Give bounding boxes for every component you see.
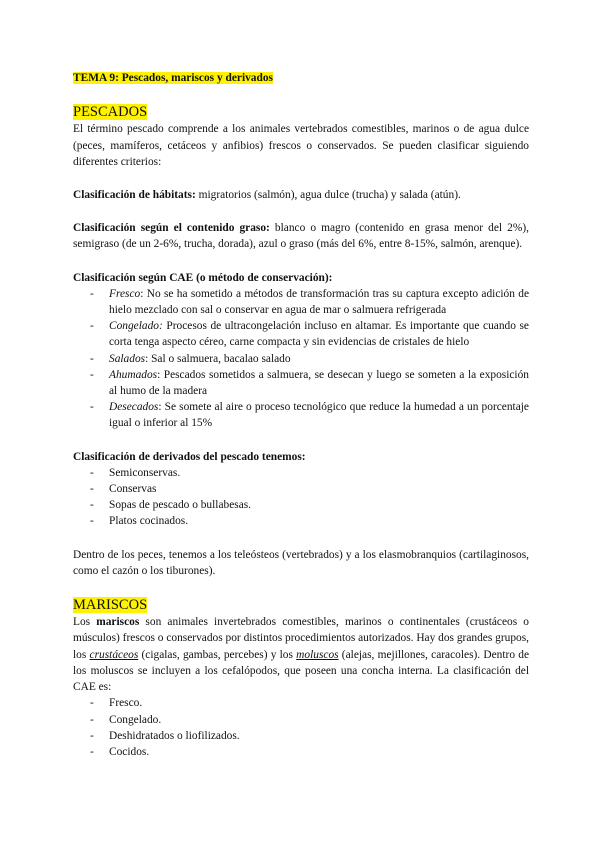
list-item-term: Desecados — [109, 401, 159, 414]
habitat-label: Clasificación de hábitats: — [73, 189, 196, 202]
list-item-term: Fresco — [109, 287, 141, 300]
list-item-sep: : — [158, 401, 165, 414]
list-item-term: Ahumados — [109, 368, 158, 381]
habitat-paragraph — [73, 187, 529, 203]
list-item-term: Salados — [109, 352, 146, 365]
list-item-term: Congelado: — [109, 320, 163, 333]
cae-label-text: Clasificación según CAE (o método de conservación): — [73, 271, 333, 284]
underlined-term: crustáceos — [89, 648, 139, 661]
list-item: - Semiconservas. — [73, 465, 529, 481]
page-title: TEMA 9: Pescados, mariscos y derivados — [73, 72, 273, 84]
cae-label — [73, 270, 529, 286]
list-item — [73, 318, 529, 350]
list-item-text: Sal o salmuera, bacalao salado — [151, 352, 291, 365]
text-run: (alejas, mejillones, caracoles). Dentro de los moluscos se incluyen a los cefalópodos, que poseen una concha interna. La clasificación del CAE es: — [73, 648, 529, 694]
bold-term: mariscos — [96, 616, 140, 629]
derivados-list — [73, 465, 529, 530]
list-item — [73, 399, 529, 431]
list-item: - Sopas de pescado o bullabesas. — [73, 497, 529, 513]
mariscos-paragraph — [73, 614, 529, 695]
list-item: - Deshidratados o liofilizados. — [73, 728, 529, 744]
pescados-heading: PESCADOS — [73, 104, 148, 121]
list-item — [73, 286, 529, 318]
list-item: - Platos cocinados. — [73, 513, 529, 529]
derivados-label — [73, 449, 529, 465]
list-item-text: Procesos de ultracongelación incluso en altamar. Es importante que cuando se corta tenga aspecto céreo, carne compacta y sin evidencias de cristales de hielo — [109, 320, 529, 349]
habitat-text: migratorios (salmón), agua dulce (trucha) y salada (atún). — [195, 189, 461, 202]
graso-text: blanco o magro (contenido en grasa menor del 2%), semigraso (de un 2-6%, trucha, dorada), azul o graso (más del 6%, entre 8-15%, salmón, arenque). — [73, 222, 529, 251]
pescados-intro: El término pescado comprende a los animales vertebrados comestibles, marinos o de agua dulce (peces, mamíferos, cetáceos y anfibios) frescos o conservados. Se pueden clasificar siguiendo diferentes criterios: — [73, 123, 529, 168]
graso-paragraph — [73, 220, 529, 252]
list-item-text: Pescados sometidos a salmuera, se desecan y luego se someten a la exposición al humo de la madera — [109, 368, 529, 398]
list-item-text: No se ha sometido a métodos de transformación tras su captura excepto adición de hielo mezclado con sal o conservar en agua de mar o salmuera refrigerada — [109, 287, 529, 317]
cae-list — [73, 286, 529, 432]
derivados-label-text: Clasificación de derivados del pescado tenemos: — [73, 450, 306, 463]
list-item: - Cocidos. — [73, 744, 529, 760]
mariscos-heading-line — [73, 596, 529, 614]
list-item: - Fresco. — [73, 695, 529, 711]
text-run: son animales invertebrados comestibles, marinos o continentales (crustáceos o músculos) frescos o conservados por distintos procedimientos autorizados. Hay dos grandes grupos, los — [73, 616, 530, 661]
pescados-heading-line — [73, 103, 529, 121]
peces-paragraph: Dentro de los peces, tenemos a los teleósteos (vertebrados) y a los elasmobranquios (cartilaginosos, como el cazón o los tiburones). — [73, 548, 529, 577]
graso-label: Clasificación según el contenido graso: — [73, 222, 270, 235]
text-run: (cigalas, gambas, percebes) y los — [138, 648, 297, 661]
list-item — [73, 351, 529, 367]
mariscos-list — [73, 695, 529, 760]
list-item: - Congelado. — [73, 712, 529, 728]
document-page — [73, 70, 529, 760]
list-item — [73, 367, 529, 399]
list-item: - Conservas — [73, 481, 529, 497]
list-item-sep: : — [157, 368, 164, 381]
list-item-sep: : — [145, 352, 152, 365]
title-line — [73, 70, 529, 86]
text-run: Los — [73, 616, 97, 629]
list-item-text: Se somete al aire o proceso tecnológico que reduce la humedad a un porcentaje igual o inferior al 15% — [109, 401, 529, 430]
list-item-sep: : — [140, 287, 147, 300]
mariscos-heading: MARISCOS — [73, 597, 148, 614]
underlined-term: moluscos — [296, 648, 339, 661]
